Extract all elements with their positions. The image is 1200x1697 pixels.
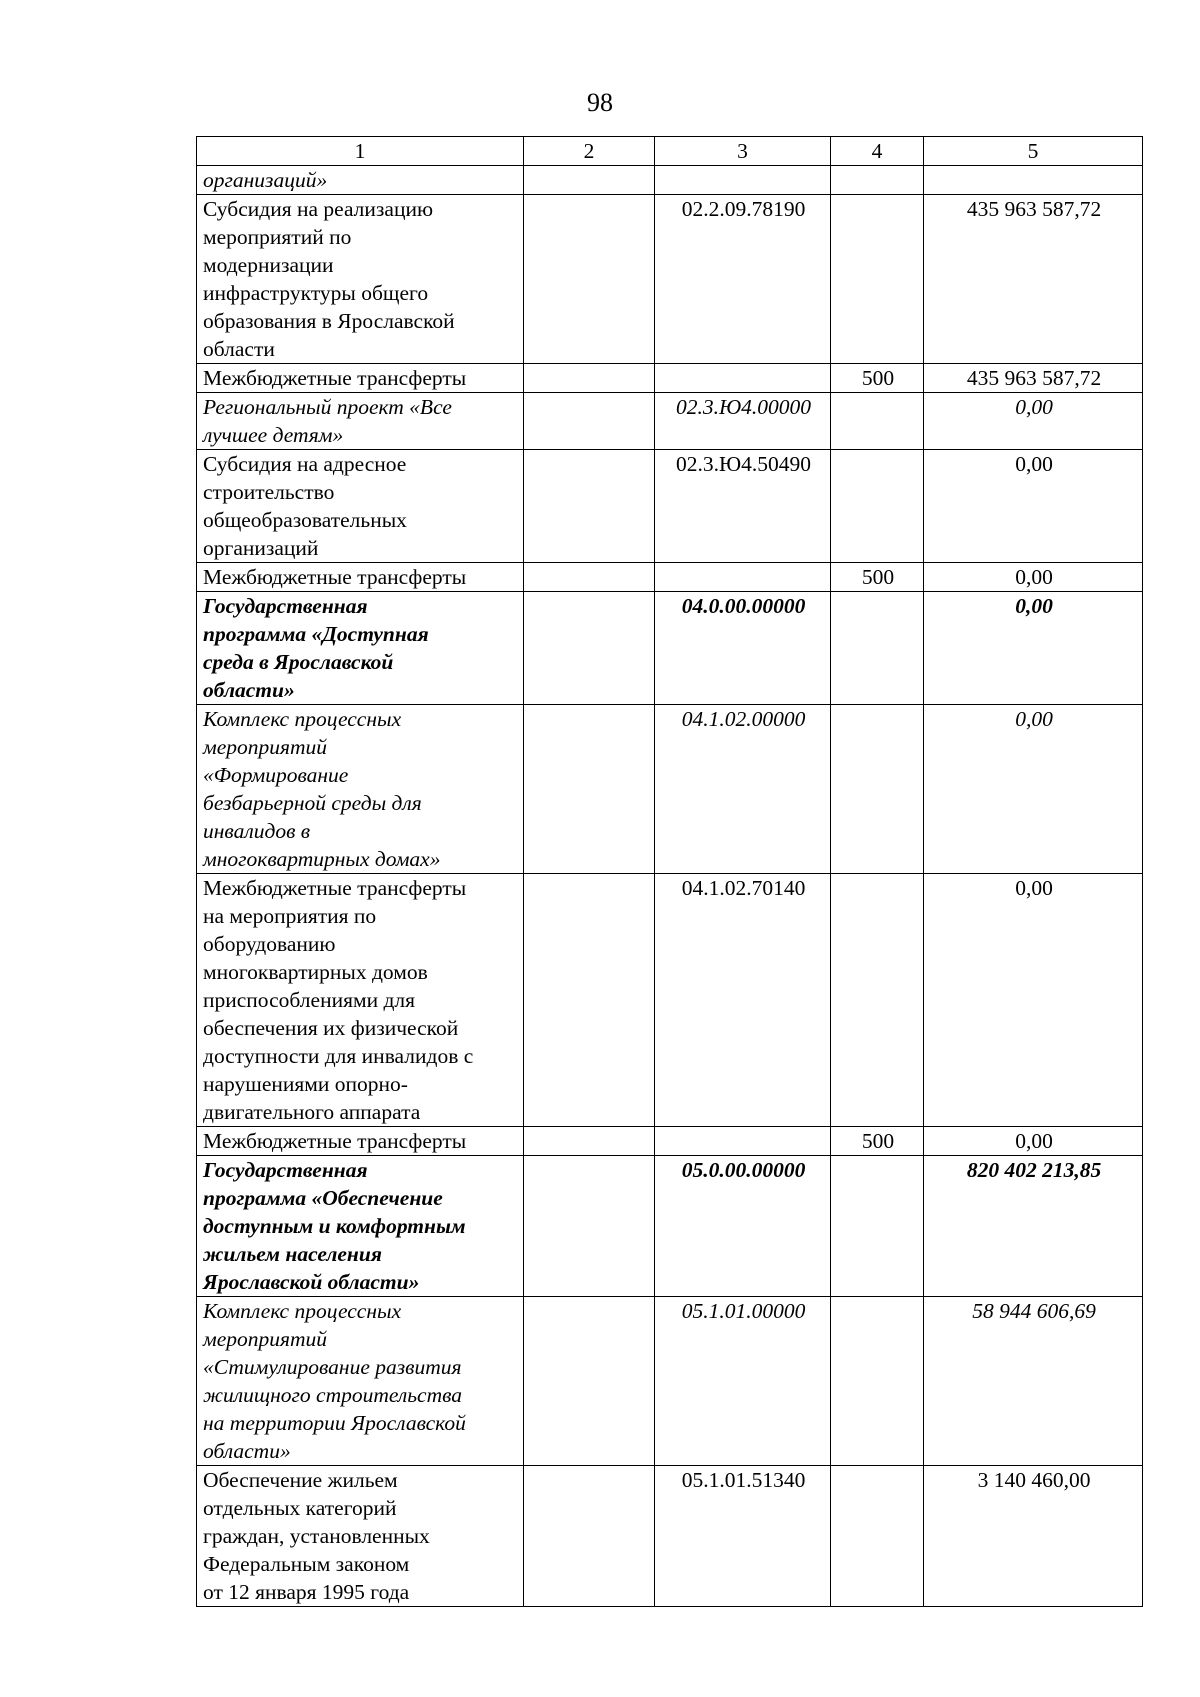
row-amount-cell: 435 963 587,72	[924, 364, 1143, 393]
table-header-row	[197, 137, 1143, 166]
row-name-cell: Субсидия на реализацию мероприятий по модернизации инфраструктуры общего образования в Ярославской области	[197, 195, 524, 364]
row-name-cell: Межбюджетные трансферты	[197, 364, 524, 393]
row-expense-type-cell	[831, 1466, 924, 1607]
row-code-cell: 02.3.Ю4.00000	[655, 393, 831, 450]
row-column-2-cell	[524, 195, 655, 364]
row-name-cell: Государственная программа «Доступная среда в Ярославской области»	[197, 592, 524, 705]
table-row	[197, 563, 1143, 592]
row-column-2-cell	[524, 393, 655, 450]
row-column-2-cell	[524, 563, 655, 592]
row-expense-type-cell	[831, 195, 924, 364]
row-expense-type-cell: 500	[831, 563, 924, 592]
row-code-cell	[655, 1127, 831, 1156]
row-amount-cell: 0,00	[924, 592, 1143, 705]
row-name-cell: Комплекс процессных мероприятий «Формирование безбарьерной среды для инвалидов в многоквартирных домах»	[197, 705, 524, 874]
row-amount-cell: 435 963 587,72	[924, 195, 1143, 364]
row-amount-cell: 820 402 213,85	[924, 1156, 1143, 1297]
table-row	[197, 1466, 1143, 1607]
row-expense-type-cell	[831, 705, 924, 874]
row-amount-cell: 0,00	[924, 393, 1143, 450]
table-row	[197, 195, 1143, 364]
row-code-cell: 05.0.00.00000	[655, 1156, 831, 1297]
row-amount-cell: 0,00	[924, 1127, 1143, 1156]
table-row	[197, 705, 1143, 874]
row-column-2-cell	[524, 874, 655, 1127]
table-row	[197, 166, 1143, 195]
row-amount-cell: 0,00	[924, 563, 1143, 592]
column-header-3: 3	[655, 137, 831, 166]
row-column-2-cell	[524, 705, 655, 874]
budget-table	[196, 136, 1143, 1607]
row-column-2-cell	[524, 364, 655, 393]
row-expense-type-cell	[831, 592, 924, 705]
row-expense-type-cell	[831, 1297, 924, 1466]
row-column-2-cell	[524, 1127, 655, 1156]
row-code-cell: 04.1.02.70140	[655, 874, 831, 1127]
row-amount-cell: 3 140 460,00	[924, 1466, 1143, 1607]
row-amount-cell: 0,00	[924, 874, 1143, 1127]
table-row	[197, 592, 1143, 705]
table-row	[197, 1297, 1143, 1466]
row-code-cell: 02.2.09.78190	[655, 195, 831, 364]
column-header-5: 5	[924, 137, 1143, 166]
table-row	[197, 450, 1143, 563]
row-name-cell: Межбюджетные трансферты на мероприятия по оборудованию многоквартирных домов приспособлениями для обеспечения их физической доступности для инвалидов с нарушениями опорно- двигательного аппарата	[197, 874, 524, 1127]
row-code-cell: 04.1.02.00000	[655, 705, 831, 874]
row-column-2-cell	[524, 166, 655, 195]
row-expense-type-cell	[831, 393, 924, 450]
row-code-cell	[655, 364, 831, 393]
row-name-cell: Региональный проект «Все лучшее детям»	[197, 393, 524, 450]
row-name-cell: Субсидия на адресное строительство общеобразовательных организаций	[197, 450, 524, 563]
row-expense-type-cell: 500	[831, 1127, 924, 1156]
row-column-2-cell	[524, 1156, 655, 1297]
row-name-cell: Межбюджетные трансферты	[197, 563, 524, 592]
row-code-cell: 04.0.00.00000	[655, 592, 831, 705]
row-code-cell	[655, 166, 831, 195]
page-number: 98	[587, 88, 613, 117]
row-column-2-cell	[524, 592, 655, 705]
table-row	[197, 393, 1143, 450]
row-expense-type-cell	[831, 166, 924, 195]
row-code-cell: 02.3.Ю4.50490	[655, 450, 831, 563]
column-header-1: 1	[197, 137, 524, 166]
row-code-cell	[655, 563, 831, 592]
row-name-cell: Комплекс процессных мероприятий «Стимулирование развития жилищного строительства на территории Ярославской области»	[197, 1297, 524, 1466]
row-column-2-cell	[524, 450, 655, 563]
table-row	[197, 874, 1143, 1127]
row-column-2-cell	[524, 1297, 655, 1466]
row-expense-type-cell	[831, 874, 924, 1127]
row-expense-type-cell	[831, 450, 924, 563]
table-row	[197, 1156, 1143, 1297]
table-row	[197, 364, 1143, 393]
row-code-cell: 05.1.01.51340	[655, 1466, 831, 1607]
table-row	[197, 1127, 1143, 1156]
row-name-cell: Обеспечение жильем отдельных категорий граждан, установленных Федеральным законом от 12 января 1995 года	[197, 1466, 524, 1607]
column-header-2: 2	[524, 137, 655, 166]
row-amount-cell: 58 944 606,69	[924, 1297, 1143, 1466]
row-amount-cell: 0,00	[924, 705, 1143, 874]
row-column-2-cell	[524, 1466, 655, 1607]
row-amount-cell	[924, 166, 1143, 195]
row-name-cell: организаций»	[197, 166, 524, 195]
row-expense-type-cell: 500	[831, 364, 924, 393]
column-header-4: 4	[831, 137, 924, 166]
row-name-cell: Государственная программа «Обеспечение доступным и комфортным жильем населения Ярославской области»	[197, 1156, 524, 1297]
row-amount-cell: 0,00	[924, 450, 1143, 563]
row-expense-type-cell	[831, 1156, 924, 1297]
row-code-cell: 05.1.01.00000	[655, 1297, 831, 1466]
row-name-cell: Межбюджетные трансферты	[197, 1127, 524, 1156]
